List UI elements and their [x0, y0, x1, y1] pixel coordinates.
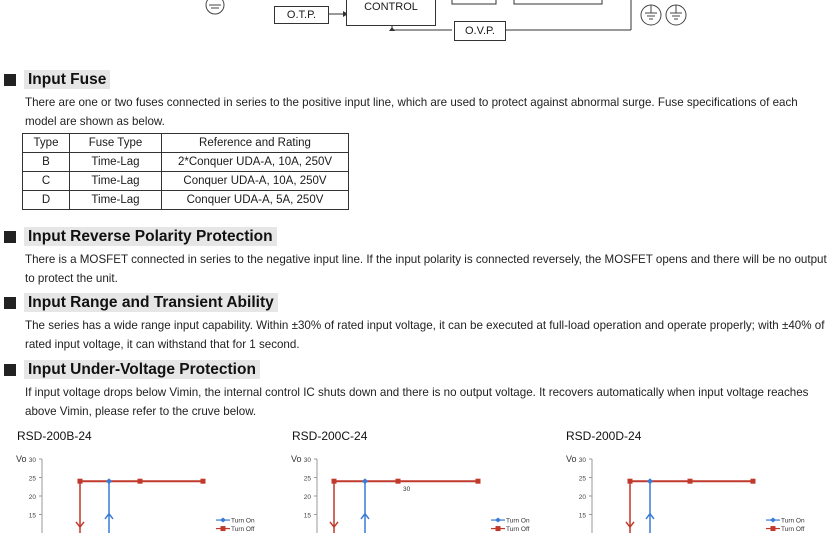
table-cell: B [23, 153, 70, 172]
table-cell: Time-Lag [70, 172, 162, 191]
vo-chart [291, 448, 555, 533]
section-title: Input Fuse [24, 70, 110, 89]
legend-off-marker [221, 526, 226, 531]
table-cell: D [23, 191, 70, 210]
turn-on-point [106, 478, 112, 484]
chart-title: RSD-200C-24 [292, 429, 368, 443]
bullet-square-icon [4, 231, 16, 243]
y-tick-label: 25 [578, 475, 586, 483]
vo-chart [566, 448, 830, 533]
turn-off-point [688, 479, 693, 484]
chart-title: RSD-200B-24 [17, 429, 92, 443]
legend-turn-on: Turn On [231, 517, 255, 525]
y-tick-label: 20 [28, 494, 36, 501]
column-header: Reference and Rating [162, 134, 349, 153]
legend-off-marker [496, 526, 501, 531]
turn-off-point [396, 479, 401, 484]
section-text: There are one or two fuses connected in series to the positive input line, which are used to protect against abnormal surge. Fuse specifications of each model are shown as below. [25, 96, 798, 128]
section-text: If input voltage drops below Vimin, the internal control IC shuts down and there is no output voltage. It recovers automatically when input voltage reaches above Vimin, please refer to the cruve below. [25, 386, 809, 418]
ground-icon [641, 5, 686, 25]
turn-off-point [201, 479, 206, 484]
turn-on-point [362, 478, 368, 484]
turn-off-point [138, 479, 143, 484]
legend-on-marker [495, 518, 501, 523]
table-cell: Time-Lag [70, 153, 162, 172]
control-box: CONTROL [346, 0, 436, 26]
y-tick-label: 25 [28, 475, 36, 483]
section-heading-reverse-polarity [4, 227, 277, 246]
table-cell: C [23, 172, 70, 191]
y-axis-label: Vo [566, 454, 577, 464]
ovp-box: O.V.P. [454, 21, 506, 41]
table-row [23, 172, 349, 191]
fuse-table [22, 133, 349, 210]
table-header-row [23, 134, 349, 153]
section-title: Input Range and Transient Ability [24, 293, 278, 312]
legend-turn-off: Turn Off [506, 526, 530, 533]
y-tick-label: 15 [578, 512, 586, 520]
otp-box: O.T.P. [274, 6, 329, 24]
y-tick-label: 15 [28, 512, 36, 520]
legend-turn-off: Turn Off [781, 526, 805, 533]
legend-turn-on: Turn On [506, 517, 530, 525]
legend-turn-on: Turn On [781, 517, 805, 525]
section-text: The series has a wide range input capability. Within ±30% of rated input voltage, it can be executed at full-load operation and operate properly; with ±40% of rated input voltage, it can withstand that for 1 second. [25, 319, 825, 351]
ground-icon [206, 0, 224, 14]
y-axis-label: Vo [16, 454, 27, 464]
table-cell: 2*Conquer UDA-A, 10A, 250V [162, 153, 349, 172]
legend-on-marker [770, 518, 776, 523]
section-heading-input-range [4, 293, 278, 312]
table-row [23, 153, 349, 172]
section-heading-under-voltage [4, 360, 260, 379]
legend-off-marker [771, 526, 776, 531]
y-tick-label: 20 [578, 494, 586, 501]
bullet-square-icon [4, 364, 16, 376]
bullet-square-icon [4, 74, 16, 86]
y-tick-label: 15 [303, 512, 311, 520]
chart-title: RSD-200D-24 [566, 429, 642, 443]
section-text: There is a MOSFET connected in series to the negative input line. If the input polarity is connected reversely, the MOSFET opens and there will be no output to protect the unit. [25, 253, 827, 285]
turn-off-point [476, 479, 481, 484]
column-header: Fuse Type [70, 134, 162, 153]
bullet-square-icon [4, 297, 16, 309]
section-heading-input-fuse [4, 70, 110, 89]
table-cell: Conquer UDA-A, 10A, 250V [162, 172, 349, 191]
y-tick-label: 25 [303, 475, 311, 483]
section-title: Input Under-Voltage Protection [24, 360, 260, 379]
y-tick-label: 30 [578, 457, 586, 464]
chart-annotation: 30 [403, 486, 411, 494]
legend-turn-off: Turn Off [231, 526, 255, 533]
table-cell: Time-Lag [70, 191, 162, 210]
y-tick-label: 30 [303, 457, 311, 464]
table-row [23, 191, 349, 210]
y-tick-label: 30 [28, 457, 36, 464]
legend-on-marker [220, 518, 226, 523]
y-tick-label: 20 [303, 494, 311, 501]
section-title: Input Reverse Polarity Protection [24, 227, 277, 246]
turn-on-point [647, 478, 653, 484]
table-cell: Conquer UDA-A, 5A, 250V [162, 191, 349, 210]
y-axis-label: Vo [291, 454, 302, 464]
turn-off-point [751, 479, 756, 484]
column-header: Type [23, 134, 70, 153]
vo-chart [16, 448, 280, 533]
